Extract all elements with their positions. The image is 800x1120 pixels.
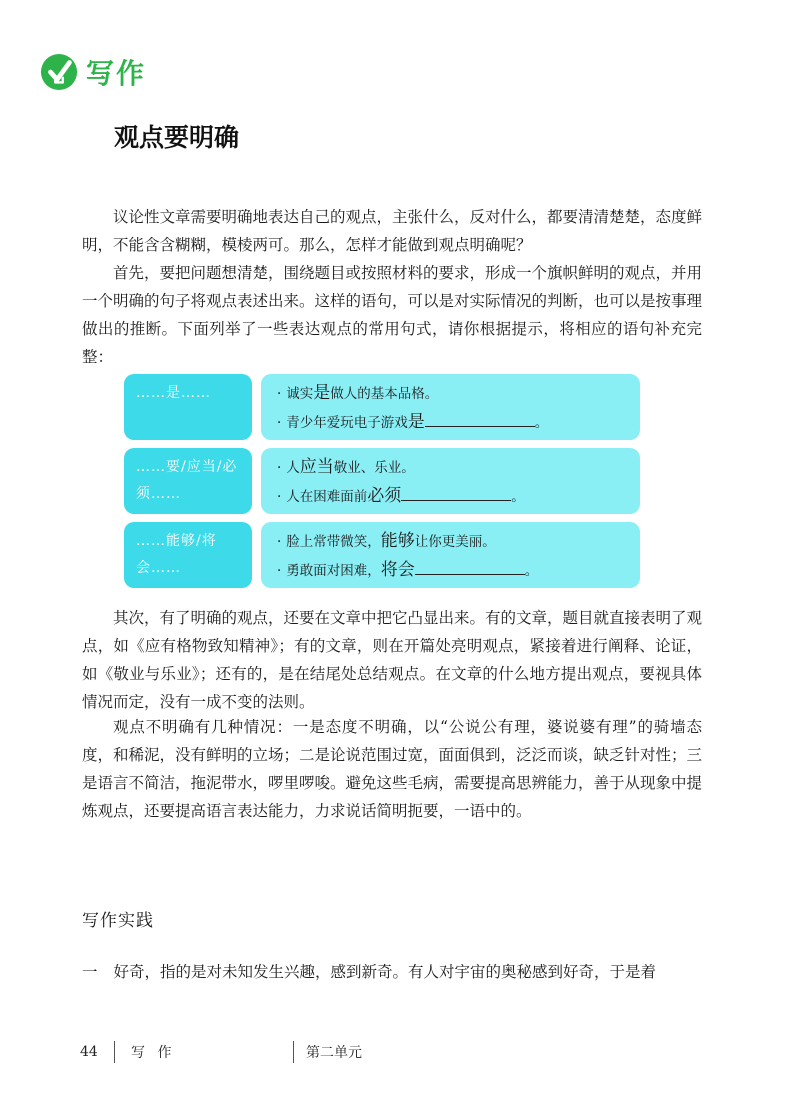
pattern-row bbox=[124, 374, 640, 440]
exercise-text: 好奇，指的是对未知发生兴趣，感到新奇。有人对宇宙的奥秘感到好奇，于是着 bbox=[113, 963, 657, 981]
bullet: · bbox=[277, 489, 282, 505]
sentence-pattern-table bbox=[124, 374, 640, 596]
section-header bbox=[40, 50, 146, 94]
example-sentence: · 脸上常带微笑，能够让你更美丽。 bbox=[277, 531, 496, 551]
section-label: 写作 bbox=[86, 57, 147, 90]
fill-in-blank[interactable] bbox=[401, 486, 511, 501]
bullet: · bbox=[277, 415, 282, 431]
footer-divider bbox=[293, 1041, 294, 1063]
bullet: · bbox=[277, 534, 282, 550]
fill-in-blank[interactable] bbox=[425, 412, 535, 427]
bullet: · bbox=[277, 563, 282, 579]
intro-paragraph: 议论性文章需要明确地表达自己的观点，主张什么，反对什么，都要清清楚楚，态度鲜明，不能含含糊糊，模棱两可。那么，怎样才能做到观点明确呢？ bbox=[82, 208, 703, 254]
keyword: 必须 bbox=[367, 486, 402, 506]
example-sentence: · 青少年爱玩电子游戏是 。 bbox=[277, 412, 549, 432]
pattern-label: ……要/应当/必须…… bbox=[124, 448, 252, 514]
example-sentence: · 人在困难面前必须 。 bbox=[277, 486, 525, 506]
first-point-paragraph: 首先，要把问题想清楚，围绕题目或按照材料的要求，形成一个旗帜鲜明的观点，并用一个明确的句子将观点表述出来。这样的语句，可以是对实际情况的判断，也可以是按事理做出的推断。下面列举了一些表达观点的常用句式，请你根据提示，将相应的语句补充完整： bbox=[82, 264, 703, 366]
example-box bbox=[261, 522, 640, 588]
keyword: 是 bbox=[313, 383, 331, 403]
keyword: 应当 bbox=[299, 457, 334, 477]
page-title: 观点要明确 bbox=[114, 123, 240, 152]
page-number: 44 bbox=[80, 1044, 98, 1060]
example-sentence: · 诚实是做人的基本品格。 bbox=[277, 383, 439, 403]
pattern-label: ……能够/将会…… bbox=[124, 522, 252, 588]
keyword: 是 bbox=[407, 412, 425, 432]
pattern-row bbox=[124, 522, 640, 588]
exercise-item bbox=[82, 958, 702, 986]
pattern-label: ……是…… bbox=[124, 374, 252, 440]
example-box bbox=[261, 448, 640, 514]
footer-divider bbox=[114, 1041, 115, 1063]
bullet: · bbox=[277, 386, 282, 402]
example-box bbox=[261, 374, 640, 440]
practice-heading: 写作实践 bbox=[82, 911, 154, 931]
keyword: 将会 bbox=[380, 560, 415, 580]
exercise-number: 一 bbox=[82, 963, 98, 981]
footer-section: 写 作 bbox=[131, 1045, 176, 1061]
example-sentence: · 勇敢面对困难，将会 。 bbox=[277, 560, 539, 580]
footer-unit: 第二单元 bbox=[306, 1045, 362, 1061]
checkmark-house-logo bbox=[40, 53, 78, 91]
pattern-row bbox=[124, 448, 640, 514]
common-problems-paragraph: 观点不明确有几种情况：一是态度不明确，以“公说公有理，婆说婆有理”的骑墙态度，和稀泥，没有鲜明的立场；二是论说范围过宽，面面俱到，泛泛而谈，缺乏针对性；三是语言不简洁，拖泥带水，啰里啰唆。避免这些毛病，需要提高思辨能力，善于从现象中提炼观点，还要提高语言表达能力，力求说话简明扼要，一语中的。 bbox=[82, 718, 703, 820]
fill-in-blank[interactable] bbox=[415, 560, 525, 575]
example-sentence: · 人应当敬业、乐业。 bbox=[277, 457, 415, 477]
bullet: · bbox=[277, 460, 282, 476]
page-footer bbox=[80, 1040, 362, 1064]
second-point-paragraph: 其次，有了明确的观点，还要在文章中把它凸显出来。有的文章，题目就直接表明了观点，如《应有格物致知精神》；有的文章，则在开篇处亮明观点，紧接着进行阐释、论证，如《敬业与乐业》；还有的，是在结尾处总结观点。在文章的什么地方提出观点，要视具体情况而定，没有一成不变的法则。 bbox=[82, 609, 703, 711]
keyword: 能够 bbox=[380, 531, 415, 551]
